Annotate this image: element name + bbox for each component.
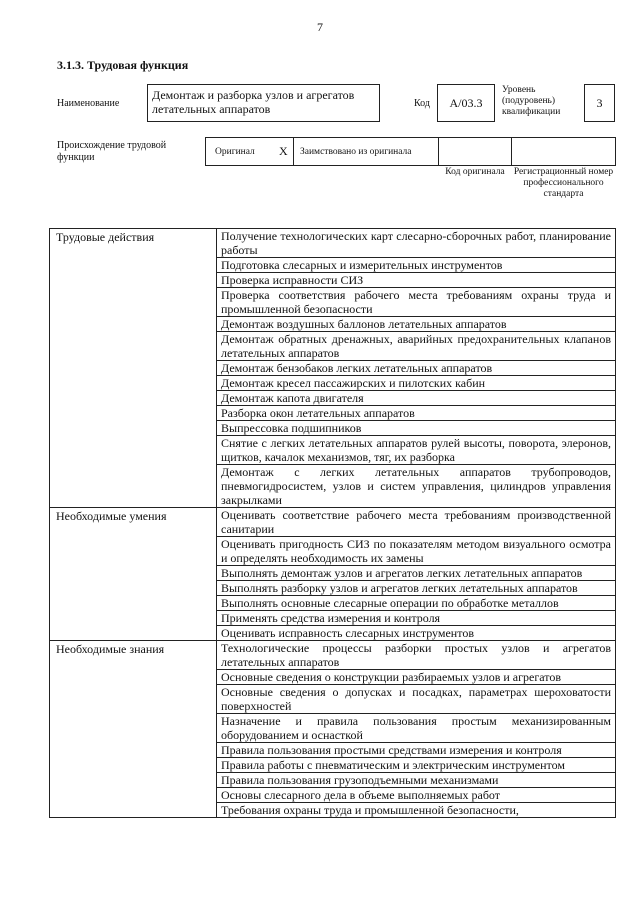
list-item: Применять средства измерения и контроля	[217, 611, 616, 626]
registration-caption: Регистрационный номер профессионального стандарта	[513, 167, 614, 199]
code-label: Код	[414, 98, 430, 109]
list-item: Проверка исправности СИЗ	[217, 273, 616, 288]
level-field: 3	[584, 84, 615, 122]
list-item: Выпрессовка подшипников	[217, 421, 616, 436]
list-item: Основные сведения о допусках и посадках, параметрах шероховатости поверхностей	[217, 685, 616, 714]
list-item: Основные сведения о конструкции разбираемых узлов и агрегатов	[217, 670, 616, 685]
list-item: Основы слесарного дела в объеме выполняемых работ	[217, 788, 616, 803]
original-code-cell	[438, 137, 512, 166]
list-item: Демонтаж бензобаков легких летательных аппаратов	[217, 361, 616, 376]
list-item: Технологические процессы разборки простых узлов и агрегатов летательных аппаратов	[217, 641, 616, 670]
table-row	[50, 229, 616, 258]
list-item: Оценивать пригодность СИЗ по показателям методом визуального осмотра и определять необходимость их замены	[217, 537, 616, 566]
list-item: Выполнять демонтаж узлов и агрегатов легких летательных аппаратов	[217, 566, 616, 581]
original-label: Оригинал	[215, 147, 255, 157]
list-item: Демонтаж воздушных баллонов летательных аппаратов	[217, 317, 616, 332]
list-item: Правила пользования грузоподъемными механизмами	[217, 773, 616, 788]
function-details-table	[49, 228, 616, 818]
name-label: Наименование	[57, 98, 120, 109]
level-label: Уровень (подуровень) квалификации	[502, 85, 561, 117]
function-name-field: Демонтаж и разборка узлов и агрегатов летательных аппаратов	[147, 84, 380, 122]
table-row	[50, 508, 616, 537]
code-field: А/03.3	[437, 84, 495, 122]
list-item: Демонтаж с легких летательных аппаратов трубопроводов, пневмогидросистем, узлов и систем управления, цилиндров управления закрылками	[217, 465, 616, 508]
list-item: Демонтаж капота двигателя	[217, 391, 616, 406]
list-item: Выполнять разборку узлов и агрегатов легких летательных аппаратов	[217, 581, 616, 596]
list-item: Получение технологических карт слесарно-сборочных работ, планирование работы	[217, 229, 616, 258]
borrowed-label: Заимствовано из оригинала	[300, 147, 412, 157]
section-heading: Необходимые знания	[50, 641, 217, 818]
list-item: Проверка соответствия рабочего места требованиям охраны труда и промышленной безопасности	[217, 288, 616, 317]
list-item: Правила пользования простыми средствами измерения и контроля	[217, 743, 616, 758]
section-heading: Необходимые умения	[50, 508, 217, 641]
borrowed-cell	[293, 137, 439, 166]
list-item: Снятие с легких летательных аппаратов рулей высоты, поворота, элеронов, щитков, качалок механизмов, тяг, их разборка	[217, 436, 616, 465]
list-item: Подготовка слесарных и измерительных инструментов	[217, 258, 616, 273]
page-number: 7	[317, 20, 323, 34]
original-mark: X	[279, 144, 288, 158]
registration-number-cell	[511, 137, 616, 166]
list-item: Оценивать исправность слесарных инструментов	[217, 626, 616, 641]
list-item: Разборка окон летательных аппаратов	[217, 406, 616, 421]
list-item: Правила работы с пневматическим и электрическим инструментом	[217, 758, 616, 773]
section-title: 3.1.3. Трудовая функция	[57, 58, 189, 72]
table-row	[50, 641, 616, 670]
list-item: Выполнять основные слесарные операции по обработке металлов	[217, 596, 616, 611]
original-cell	[205, 137, 294, 166]
list-item: Назначение и правила пользования простым механизированным оборудованием и оснасткой	[217, 714, 616, 743]
origin-label: Происхождение трудовой функции	[57, 140, 167, 163]
section-heading: Трудовые действия	[50, 229, 217, 508]
code-caption: Код оригинала	[445, 167, 505, 177]
list-item: Требования охраны труда и промышленной безопасности,	[217, 803, 616, 818]
list-item: Демонтаж кресел пассажирских и пилотских кабин	[217, 376, 616, 391]
list-item: Оценивать соответствие рабочего места требованиям производственной санитарии	[217, 508, 616, 537]
list-item: Демонтаж обратных дренажных, аварийных предохранительных клапанов летательных аппаратов	[217, 332, 616, 361]
